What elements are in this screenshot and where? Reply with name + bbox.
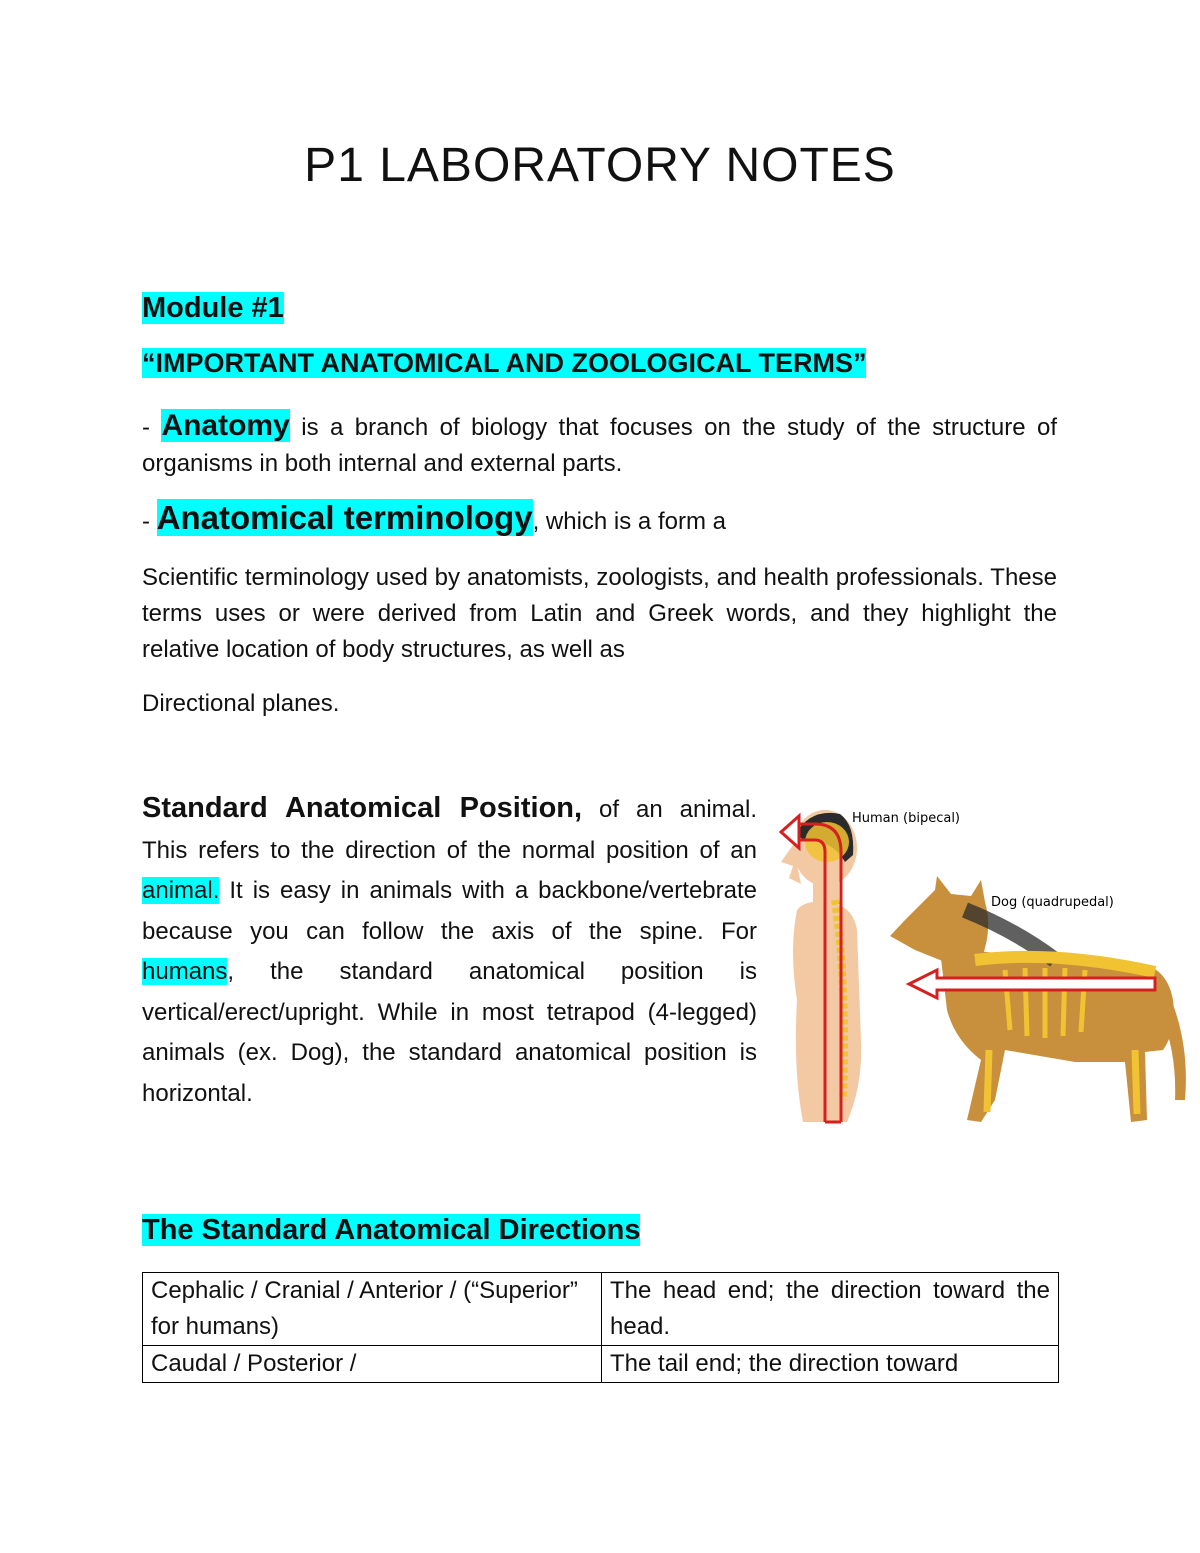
directions-heading-text: The Standard Anatomical Directions xyxy=(142,1214,641,1246)
table-row xyxy=(143,1346,1059,1383)
terminology-dash: - xyxy=(142,508,157,535)
direction-definition-cell: The head end; the direction toward the head. xyxy=(602,1273,1059,1346)
human-figure-illustration xyxy=(781,810,861,1122)
direction-term-cell: Caudal / Posterior / xyxy=(143,1346,602,1383)
module-subheading xyxy=(142,348,866,379)
table-row xyxy=(143,1273,1059,1346)
direction-definition-cell: The tail end; the direction toward xyxy=(602,1346,1059,1383)
directions-section-heading xyxy=(142,1214,640,1247)
terminology-rest: , which is a form a xyxy=(532,508,726,535)
standard-position-paragraph xyxy=(142,788,757,1114)
subheading-text: “IMPORTANT ANATOMICAL AND ZOOLOGICAL TERMS” xyxy=(142,348,867,378)
standard-position-text-2: It is easy in animals with a backbone/vertebrate because you can follow the axis of the spine. For xyxy=(142,877,757,945)
anatomy-definition xyxy=(142,408,1057,482)
dog-figure-illustration xyxy=(890,876,1186,1122)
module-heading xyxy=(142,292,284,325)
anatomical-directions-table xyxy=(142,1272,1059,1383)
human-label: Human (bipecal) xyxy=(852,811,960,826)
scientific-paragraph: Scientific terminology used by anatomists, zoologists, and health professionals. These terms uses or were derived from Latin and Greek words, and they highlight the relative location of body structures, as well as xyxy=(142,564,1057,663)
direction-term-cell: Cephalic / Cranial / Anterior / (“Superior” for humans) xyxy=(143,1273,602,1346)
standard-position-heading: Standard Anatomical Position, xyxy=(142,792,583,824)
anatomical-position-figure xyxy=(775,800,1190,1135)
anatomy-rest: is a branch of biology that focuses on the study of the structure of organisms in both internal and external parts. xyxy=(142,414,1057,477)
directional-planes: Directional planes. xyxy=(142,690,340,717)
standard-position-text-3: , the standard anatomical position is vertical/erect/upright. While in most tetrapod (4-legged) animals (ex. Dog), the standard anatomical position is horizontal. xyxy=(142,958,757,1107)
standard-position-text-1: of an animal. This refers to the direction of the normal position of an xyxy=(142,796,757,864)
humans-highlight: humans xyxy=(142,958,228,985)
anatomy-dash: - xyxy=(142,414,162,441)
dog-label: Dog (quadrupedal) xyxy=(991,895,1114,910)
terminology-term: Anatomical terminology xyxy=(156,499,533,536)
document-title: P1 LABORATORY NOTES xyxy=(304,139,896,192)
animal-highlight: animal. xyxy=(142,877,220,904)
module-label: Module #1 xyxy=(142,292,284,324)
anatomy-term: Anatomy xyxy=(161,409,290,442)
terminology-line xyxy=(142,500,1057,540)
